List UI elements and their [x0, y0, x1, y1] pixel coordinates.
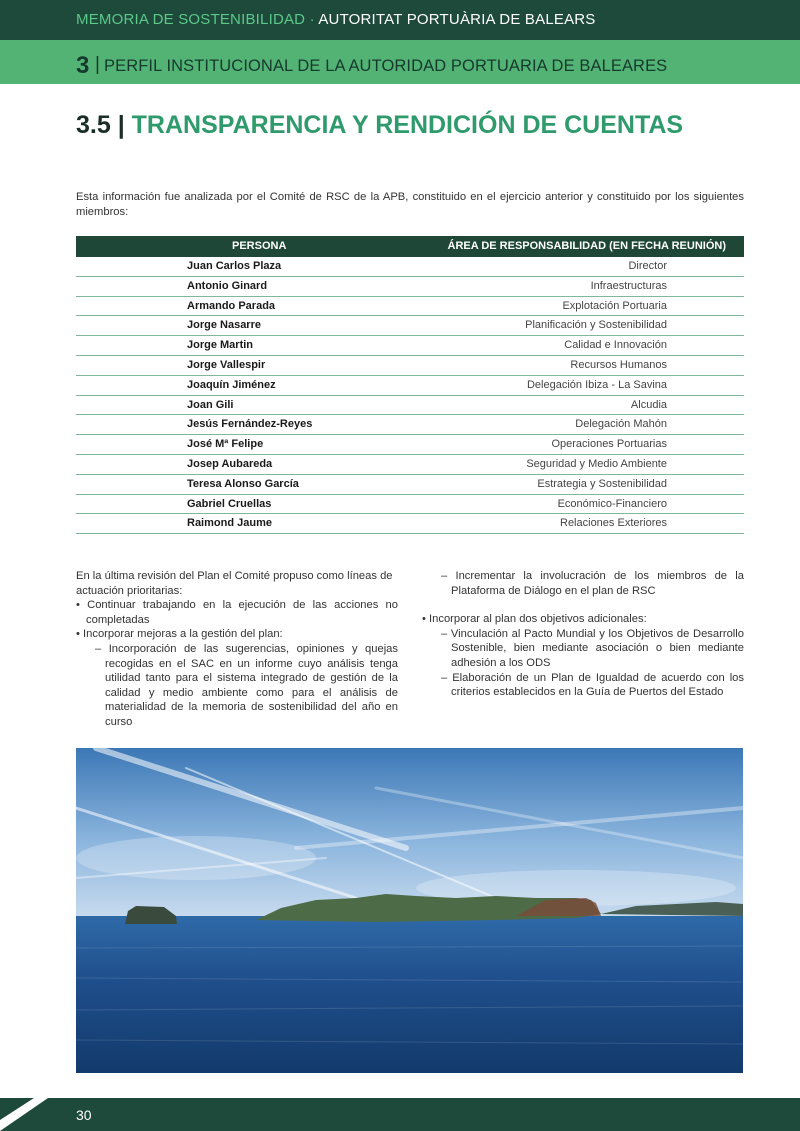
page-number: 30 [76, 1107, 92, 1123]
committee-table [76, 236, 744, 534]
table-row [76, 435, 744, 455]
body-column-left [76, 569, 398, 730]
island-sea-photo [76, 748, 743, 1073]
intro-paragraph: Esta información fue analizada por el Comité de RSC de la APB, constituido en el ejercicio anterior y constituido por los siguientes miembros: [76, 191, 744, 218]
person-name: Raimond Jaume [187, 517, 272, 530]
person-name: José Mª Felipe [187, 438, 264, 451]
bullet-item: • Incorporar mejoras a la gestión del plan: [76, 628, 283, 641]
responsibility-area: Calidad e Innovación [564, 339, 667, 352]
person-name: Josep Aubareda [187, 457, 273, 470]
table-row [76, 316, 744, 336]
body-column-right [422, 569, 744, 700]
table-row [76, 495, 744, 515]
person-name: Antonio Ginard [187, 279, 268, 292]
bullet-item: • Continuar trabajando en la ejecución de las acciones no completadas [76, 599, 398, 626]
table-body [76, 257, 744, 534]
section-heading [76, 111, 683, 140]
sub-item: – Incorporación de las sugerencias, opiniones y quejas recogidas en el SAC en un informe cuyo análisis tenga utilidad tanto para el sistema integrado de gestión de la calidad y medio ambiente como para el análisis de materialidad de la memoria de sostenibilidad del año en curso [95, 642, 398, 728]
responsibility-area: Económico-Financiero [557, 497, 667, 510]
table-row [76, 396, 744, 416]
table-header [76, 236, 744, 257]
person-name: Jesús Fernández-Reyes [187, 418, 313, 431]
person-name: Teresa Alonso García [187, 477, 299, 490]
table-row [76, 336, 744, 356]
table-row [76, 277, 744, 297]
responsibility-area: Explotación Portuaria [562, 299, 667, 312]
footer-bar [0, 1098, 800, 1131]
responsibility-area: Infraestructuras [590, 279, 667, 292]
responsibility-area: Planificación y Sostenibilidad [525, 319, 667, 332]
table-row [76, 475, 744, 495]
section-number: 3.5 | [76, 111, 125, 139]
person-name: Joan Gili [187, 398, 234, 411]
chapter-number: 3 [76, 52, 90, 79]
person-name: Jorge Martin [187, 339, 254, 352]
responsibility-area: Seguridad y Medio Ambiente [526, 457, 667, 470]
report-title: MEMORIA DE SOSTENIBILIDAD [76, 11, 306, 28]
sub-item: – Incrementar la involucración de los miembros de la Plataforma de Diálogo en el plan de RSC [441, 570, 744, 597]
responsibility-area: Alcudia [630, 398, 667, 411]
table-row [76, 356, 744, 376]
responsibility-area: Estrategia y Sostenibilidad [537, 477, 667, 490]
table-row [76, 257, 744, 277]
report-header [76, 11, 596, 28]
table-row [76, 376, 744, 396]
responsibility-area: Operaciones Portuarias [551, 438, 667, 451]
person-name: Joaquín Jiménez [187, 378, 276, 391]
person-name: Jorge Nasarre [187, 319, 261, 332]
chapter-separator: | [95, 54, 100, 75]
responsibility-area: Delegación Mahón [575, 418, 667, 431]
footer-stripe-decoration [0, 1098, 60, 1131]
column-header-area: ÁREA DE RESPONSABILIDAD (EN FECHA REUNIÓN) [447, 240, 726, 252]
responsibility-area: Delegación Ibiza - La Savina [526, 378, 667, 391]
person-name: Gabriel Cruellas [187, 497, 272, 510]
section-title: TRANSPARENCIA Y RENDICIÓN DE CUENTAS [131, 111, 684, 139]
chapter-title: PERFIL INSTITUCIONAL DE LA AUTORIDAD PORTUARIA DE BALEARES [104, 57, 668, 75]
table-row [76, 455, 744, 475]
header-separator: · [305, 11, 319, 28]
organization-name: AUTORITAT PORTUÀRIA DE BALEARS [318, 11, 596, 28]
person-name: Armando Parada [187, 299, 276, 312]
sub-item: – Elaboración de un Plan de Igualdad de acuerdo con los criterios establecidos en la Guía de Puertos del Estado [441, 671, 744, 699]
table-row [76, 415, 744, 435]
photo-illustration [76, 748, 743, 1073]
person-name: Juan Carlos Plaza [187, 260, 282, 272]
column-header-person: PERSONA [232, 240, 287, 252]
bullet-item: • Incorporar al plan dos objetivos adicionales: [422, 613, 647, 626]
table-row [76, 514, 744, 534]
responsibility-area: Recursos Humanos [570, 358, 667, 371]
person-name: Jorge Vallespir [187, 358, 266, 371]
table-row [76, 297, 744, 317]
responsibility-area: Relaciones Exteriores [560, 517, 667, 530]
sub-item: – Vinculación al Pacto Mundial y los Objetivos de Desarrollo Sostenible, bien mediante asociación o bien mediante adhesión a los ODS [441, 627, 744, 669]
priorities-intro: En la última revisión del Plan el Comité propuso como líneas de actuación prioritarias: [76, 570, 393, 597]
responsibility-area: Director [628, 260, 667, 272]
